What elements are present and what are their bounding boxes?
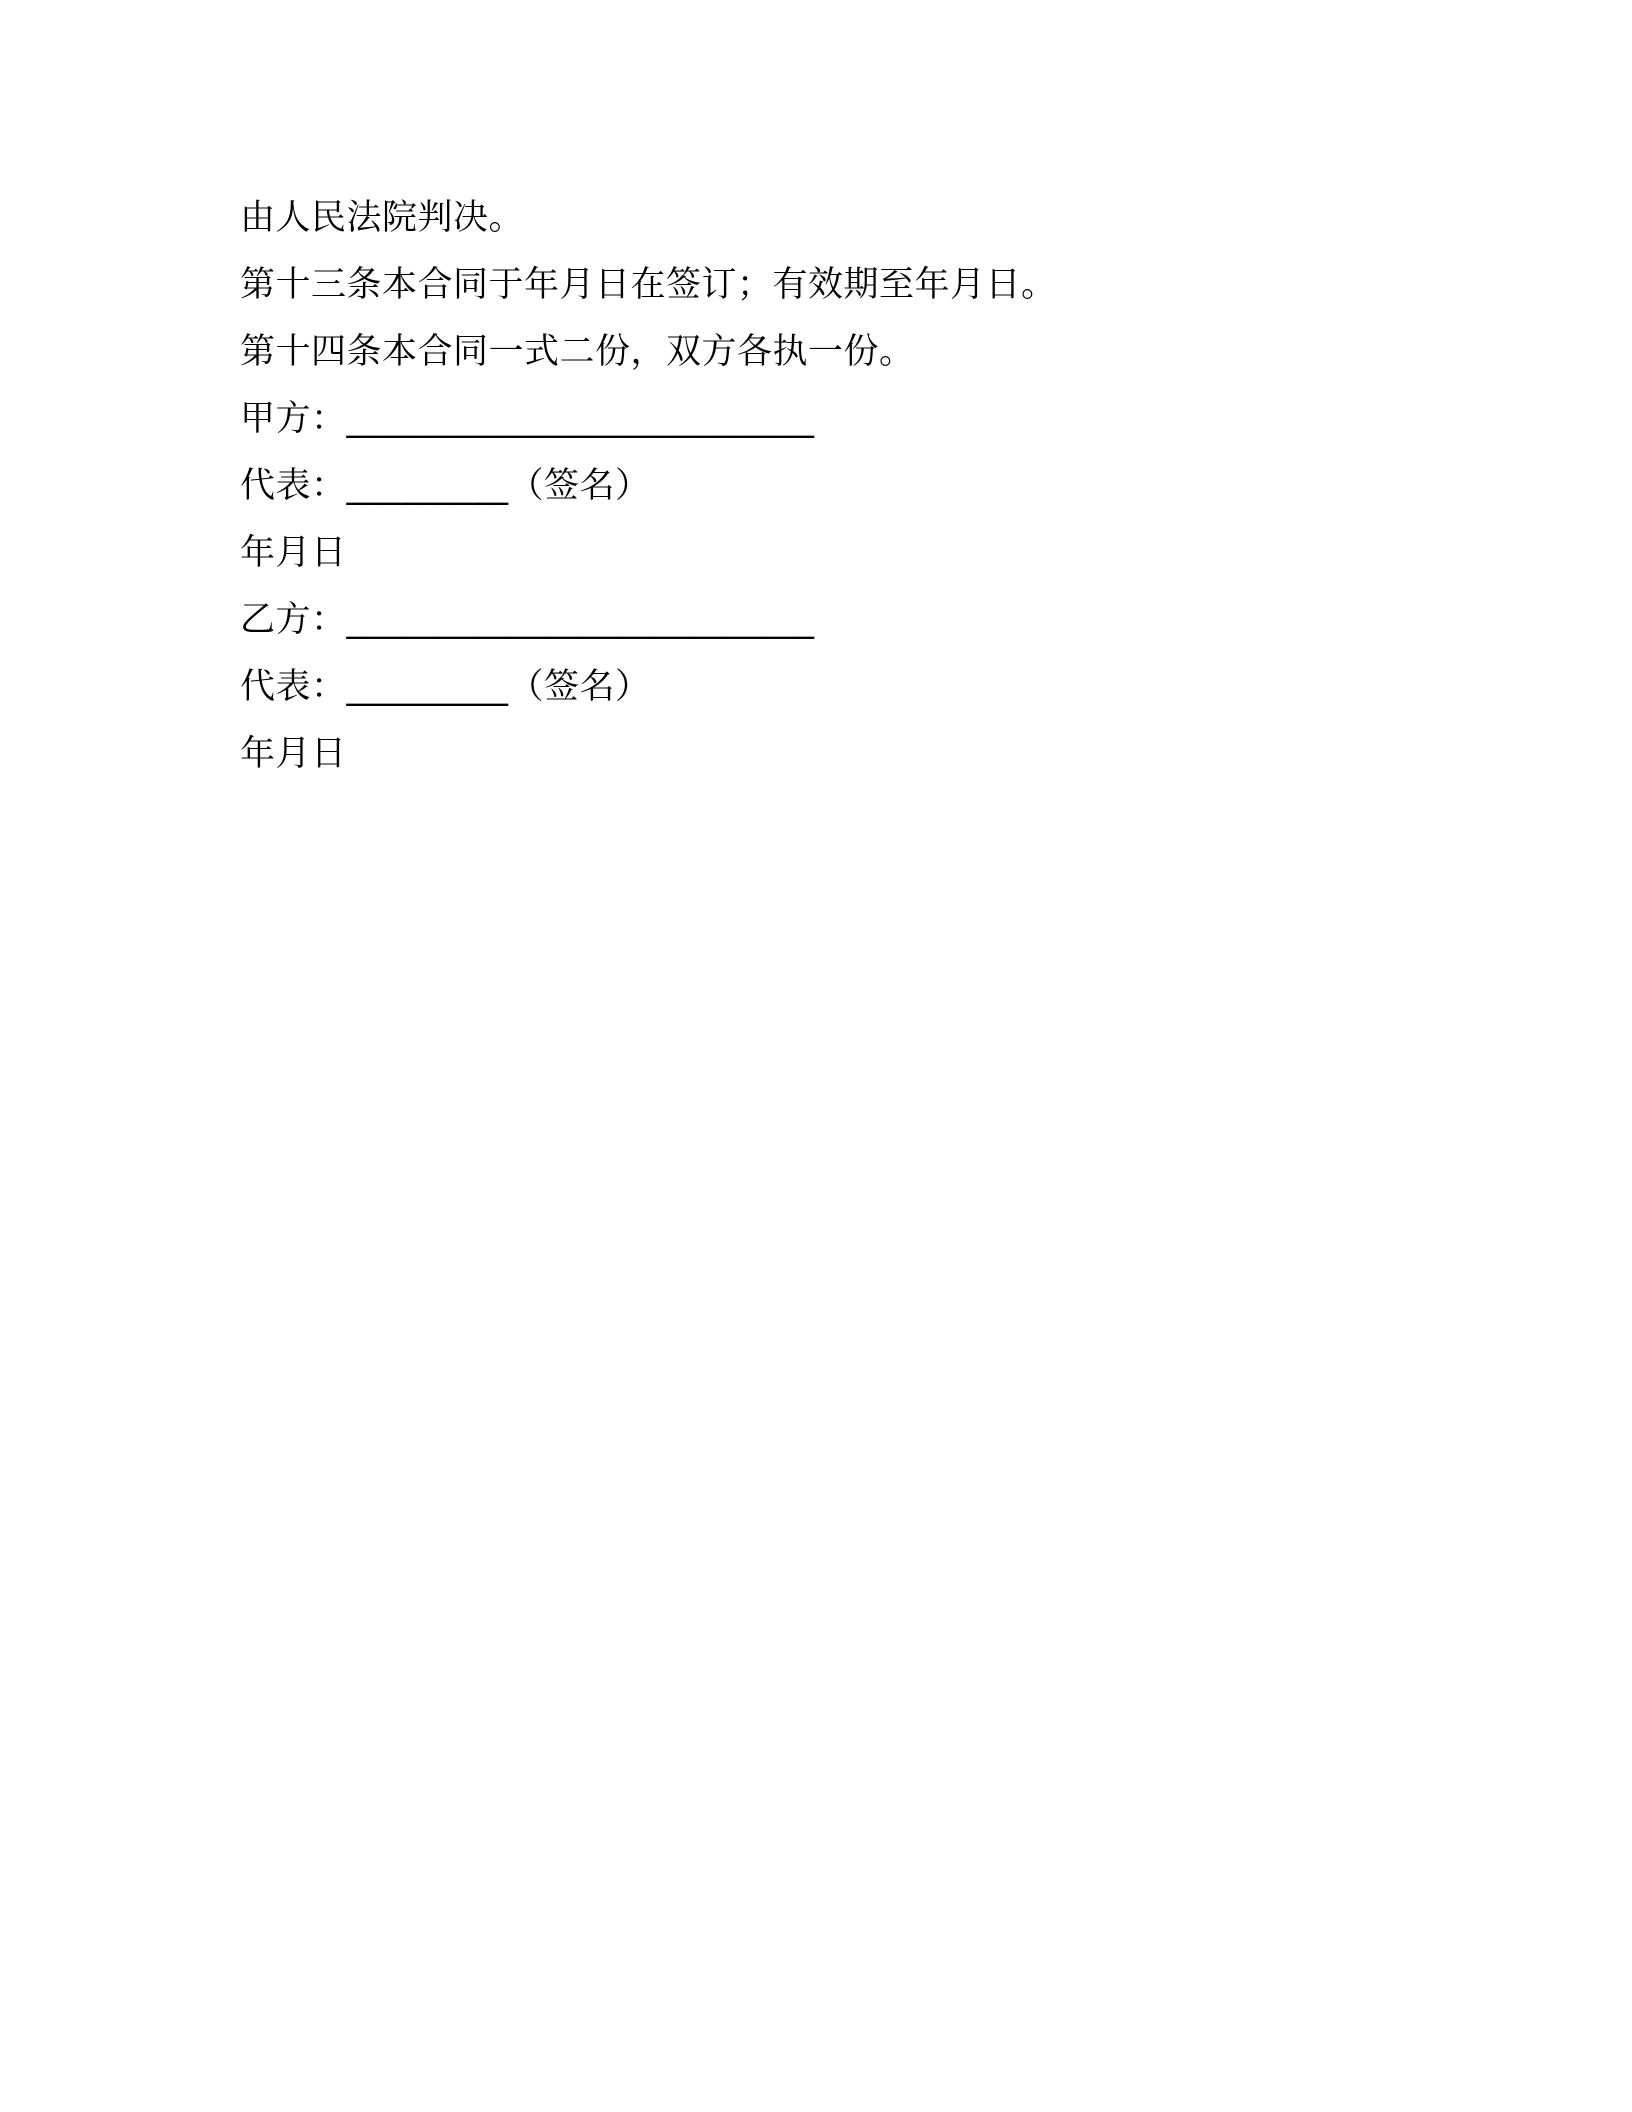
paragraph-article-13: 第十三条本合同于年月日在签订；有效期至年月日。 bbox=[240, 265, 1057, 305]
paragraph-judgment: 由人民法院判决。 bbox=[240, 198, 525, 238]
party-b-representative-line: 代表：_________（签名） bbox=[240, 667, 651, 707]
paragraph-article-14: 第十四条本合同一式二份，双方各执一份。 bbox=[240, 332, 915, 372]
party-a-line: 甲方：__________________________ bbox=[240, 399, 815, 439]
party-b-date-line: 年月日 bbox=[240, 734, 347, 774]
document-body bbox=[240, 185, 1420, 788]
party-b-line: 乙方：__________________________ bbox=[240, 600, 815, 640]
party-a-representative-line: 代表：_________（签名） bbox=[240, 466, 651, 506]
party-a-date-line: 年月日 bbox=[240, 533, 347, 573]
